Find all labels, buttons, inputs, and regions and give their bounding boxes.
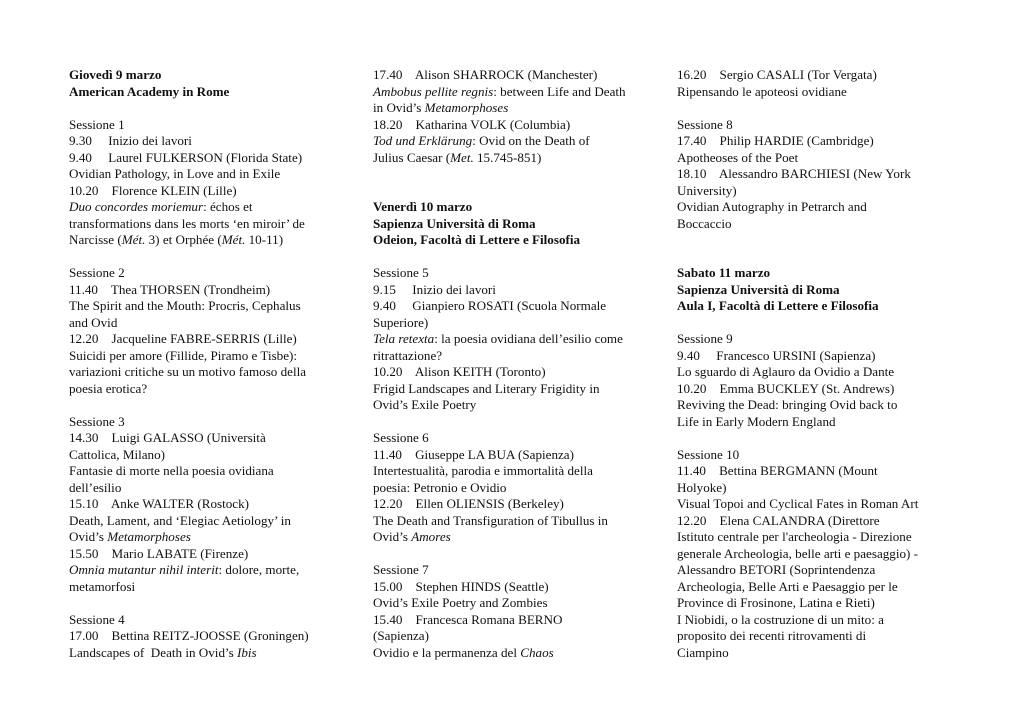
program-line bbox=[677, 282, 947, 299]
program-line bbox=[677, 628, 947, 645]
line-text: Boccaccio bbox=[677, 215, 732, 231]
line-text: Suicidi per amore (Fillide, Piramo e Tisbe): bbox=[69, 347, 298, 363]
line-text: : between Life and Death bbox=[493, 83, 626, 99]
program-line bbox=[677, 529, 947, 546]
program-line bbox=[69, 628, 334, 645]
line-text: Istituto centrale per l'archeologia - Direzione bbox=[677, 529, 912, 544]
program-column-3 bbox=[677, 67, 947, 661]
line-text: 10.20 Alison KEITH (Toronto) bbox=[373, 364, 546, 379]
program-line bbox=[69, 232, 334, 249]
program-line bbox=[373, 381, 638, 398]
program-line bbox=[373, 84, 638, 101]
line-text: Ovid’s bbox=[69, 529, 108, 544]
program-line bbox=[69, 447, 334, 464]
line-text: Sessione 1 bbox=[69, 116, 125, 132]
line-text: dell’esilio bbox=[69, 479, 122, 495]
program-line bbox=[677, 447, 947, 464]
line-text: Sessione 3 bbox=[69, 413, 125, 429]
line-text: 10.20 Emma BUCKLEY (St. Andrews) bbox=[677, 380, 895, 396]
line-text: Life in Early Modern England bbox=[677, 413, 836, 429]
line-text: and Ovid bbox=[69, 314, 118, 330]
program-line bbox=[69, 381, 334, 398]
line-text: 10.20 Florence KLEIN (Lille) bbox=[69, 182, 237, 198]
blank-line bbox=[373, 546, 638, 563]
blank-line bbox=[677, 100, 947, 117]
heading-text: Sapienza Università di Roma bbox=[373, 215, 536, 231]
line-text: 3) et Orphée ( bbox=[145, 232, 222, 247]
line-text: Narcisse ( bbox=[69, 232, 122, 247]
line-text: transformations dans les morts ‘en miroir’ de bbox=[69, 215, 305, 231]
italic-title-text: Ambobus pellite regnis bbox=[373, 83, 494, 99]
line-text: 9.40 Francesco URSINI (Sapienza) bbox=[677, 347, 876, 363]
blank-line bbox=[69, 397, 334, 414]
program-line bbox=[69, 199, 334, 216]
program-line bbox=[69, 430, 334, 447]
blank-line bbox=[69, 595, 334, 612]
line-text: 18.10 Alessandro BARCHIESI (New York bbox=[677, 166, 911, 181]
line-text: 15.745-851) bbox=[473, 149, 542, 165]
program-line bbox=[677, 463, 947, 480]
line-text: in Ovid’s bbox=[373, 100, 425, 115]
program-line bbox=[373, 298, 638, 315]
line-text: Sessione 10 bbox=[677, 446, 740, 462]
program-line bbox=[677, 364, 947, 381]
program-line bbox=[373, 463, 638, 480]
program-line bbox=[69, 265, 334, 282]
program-line bbox=[373, 331, 638, 348]
program-line bbox=[677, 117, 947, 134]
line-text: Sessione 9 bbox=[677, 331, 733, 346]
program-line bbox=[69, 463, 334, 480]
blank-line bbox=[373, 249, 638, 266]
line-text: 10-11) bbox=[245, 232, 284, 247]
program-line bbox=[677, 199, 947, 216]
line-text: Cattolica, Milano) bbox=[69, 446, 165, 462]
program-line bbox=[373, 513, 638, 530]
program-line bbox=[677, 265, 947, 282]
line-text: Sessione 5 bbox=[373, 265, 429, 280]
program-line bbox=[677, 381, 947, 398]
line-text: : dolore, morte, bbox=[218, 562, 300, 577]
program-line bbox=[373, 529, 638, 546]
heading-text: Aula I, Facoltà di Lettere e Filosofia bbox=[677, 298, 879, 313]
line-text: Ripensando le apoteosi ovidiane bbox=[677, 83, 847, 99]
program-line bbox=[677, 397, 947, 414]
program-line bbox=[69, 645, 334, 662]
line-text: Sessione 7 bbox=[373, 562, 429, 577]
program-line bbox=[677, 183, 947, 200]
line-text: 9.30 Inizio dei lavori bbox=[69, 133, 192, 148]
program-line bbox=[677, 612, 947, 629]
program-column-1 bbox=[69, 67, 334, 661]
program-line bbox=[373, 612, 638, 629]
program-line bbox=[373, 100, 638, 117]
program-line bbox=[373, 315, 638, 332]
line-text: Sessione 6 bbox=[373, 430, 429, 445]
italic-title-text: Duo concordes moriemur bbox=[69, 199, 204, 214]
line-text: poesia: Petronio e Ovidio bbox=[373, 479, 507, 495]
line-text: The Spirit and the Mouth: Procris, Cephalus bbox=[69, 298, 301, 313]
blank-line bbox=[677, 430, 947, 447]
line-text: Alessandro BETORI (Soprintendenza bbox=[677, 562, 876, 577]
program-line bbox=[69, 562, 334, 579]
blank-line bbox=[677, 315, 947, 332]
line-text: Ovidian Autography in Petrarch and bbox=[677, 199, 867, 214]
italic-title-text: Mét. bbox=[221, 232, 246, 247]
line-text: Frigid Landscapes and Literary Frigidity in bbox=[373, 380, 600, 396]
program-line bbox=[69, 133, 334, 150]
program-line bbox=[677, 645, 947, 662]
line-text: I Niobidi, o la costruzione di un mito: a bbox=[677, 611, 884, 627]
italic-title-text: Omnia mutantur nihil interit bbox=[69, 562, 219, 577]
program-line bbox=[373, 562, 638, 579]
program-line bbox=[677, 480, 947, 497]
line-text: Lo sguardo di Aglauro da Ovidio a Dante bbox=[677, 364, 895, 379]
program-line bbox=[373, 430, 638, 447]
blank-line bbox=[373, 183, 638, 200]
line-text: 16.20 Sergio CASALI (Tor Vergata) bbox=[677, 67, 877, 82]
program-line bbox=[373, 480, 638, 497]
program-line bbox=[677, 414, 947, 431]
italic-title-text: Tod und Erklärung bbox=[373, 133, 473, 148]
line-text: Ovidio e la permanenza del bbox=[373, 644, 521, 660]
program-line bbox=[69, 282, 334, 299]
line-text: 11.40 Bettina BERGMANN (Mount bbox=[677, 463, 878, 478]
program-column-2 bbox=[373, 67, 638, 661]
line-text: 15.10 Anke WALTER (Rostock) bbox=[69, 496, 250, 511]
program-line bbox=[677, 84, 947, 101]
program-line bbox=[677, 67, 947, 84]
program-line bbox=[373, 579, 638, 596]
program-line bbox=[677, 331, 947, 348]
program-line bbox=[677, 579, 947, 596]
program-line bbox=[69, 150, 334, 167]
italic-title-text: Metamorphoses bbox=[424, 100, 509, 115]
blank-line bbox=[69, 249, 334, 266]
line-text: Julius Caesar ( bbox=[373, 149, 451, 165]
line-text: Archeologia, Belle Arti e Paesaggio per le bbox=[677, 578, 898, 594]
line-text: : la poesia ovidiana dell’esilio come bbox=[434, 331, 623, 346]
italic-title-text: Amores bbox=[411, 529, 451, 544]
line-text: Superiore) bbox=[373, 314, 429, 330]
line-text: 15.40 Francesca Romana BERNO bbox=[373, 611, 563, 627]
line-text: variazioni critiche su un motivo famoso della bbox=[69, 364, 307, 379]
line-text: 12.20 Elena CALANDRA (Direttore bbox=[677, 512, 880, 528]
program-line bbox=[69, 183, 334, 200]
program-line bbox=[373, 67, 638, 84]
program-line bbox=[373, 282, 638, 299]
line-text: The Death and Transfiguration of Tibullus in bbox=[373, 512, 608, 528]
line-text: metamorfosi bbox=[69, 578, 136, 594]
line-text: 9.15 Inizio dei lavori bbox=[373, 281, 496, 297]
line-text: ritrattazione? bbox=[373, 347, 443, 363]
italic-title-text: Met. bbox=[450, 149, 474, 165]
line-text: 15.50 Mario LABATE (Firenze) bbox=[69, 545, 249, 561]
program-line bbox=[373, 199, 638, 216]
heading-text: Odeion, Facoltà di Lettere e Filosofia bbox=[373, 232, 581, 247]
program-line bbox=[69, 612, 334, 629]
line-text: 9.40 Gianpiero ROSATI (Scuola Normale bbox=[373, 298, 607, 313]
line-text: 17.40 Philip HARDIE (Cambridge) bbox=[677, 133, 874, 148]
program-line bbox=[677, 216, 947, 233]
italic-title-text: Tela retexta bbox=[373, 331, 435, 346]
program-line bbox=[677, 150, 947, 167]
line-text: Visual Topoi and Cyclical Fates in Roman Art bbox=[677, 496, 919, 511]
italic-title-text: Chaos bbox=[520, 644, 554, 660]
line-text: Death, Lament, and ‘Elegiac Aetiology’ in bbox=[69, 512, 291, 528]
line-text: Sessione 8 bbox=[677, 116, 733, 132]
program-line bbox=[69, 496, 334, 513]
line-text: 12.20 Jacqueline FABRE-SERRIS (Lille) bbox=[69, 331, 297, 346]
heading-text: Sabato 11 marzo bbox=[677, 265, 771, 280]
program-line bbox=[69, 298, 334, 315]
program-line bbox=[677, 562, 947, 579]
program-line bbox=[677, 546, 947, 563]
program-line bbox=[373, 117, 638, 134]
line-text: Ciampino bbox=[677, 644, 729, 660]
heading-text: Venerdì 10 marzo bbox=[373, 199, 473, 214]
line-text: 12.20 Ellen OLIENSIS (Berkeley) bbox=[373, 496, 564, 511]
program-line bbox=[69, 348, 334, 365]
line-text: (Sapienza) bbox=[373, 628, 429, 643]
line-text: Apotheoses of the Poet bbox=[677, 149, 799, 165]
program-line bbox=[373, 150, 638, 167]
program-line bbox=[373, 216, 638, 233]
program-line bbox=[69, 546, 334, 563]
program-line bbox=[69, 331, 334, 348]
blank-line bbox=[677, 232, 947, 249]
heading-text: Sapienza Università di Roma bbox=[677, 281, 840, 297]
program-line bbox=[69, 67, 334, 84]
line-text: Reviving the Dead: bringing Ovid back to bbox=[677, 397, 898, 412]
line-text: poesia erotica? bbox=[69, 380, 148, 396]
line-text: University) bbox=[677, 182, 737, 198]
heading-text: American Academy in Rome bbox=[69, 83, 230, 99]
program-line bbox=[677, 595, 947, 612]
program-line bbox=[69, 364, 334, 381]
program-line bbox=[677, 513, 947, 530]
program-line bbox=[677, 298, 947, 315]
program-line bbox=[373, 447, 638, 464]
line-text: : Ovid on the Death of bbox=[472, 133, 590, 148]
program-line bbox=[373, 133, 638, 150]
program-line bbox=[677, 496, 947, 513]
italic-title-text: Ibis bbox=[237, 644, 257, 660]
program-line bbox=[69, 315, 334, 332]
program-line bbox=[373, 265, 638, 282]
line-text: Ovid’s Exile Poetry and Zombies bbox=[373, 595, 548, 610]
program-line bbox=[677, 166, 947, 183]
line-text: 17.40 Alison SHARROCK (Manchester) bbox=[373, 67, 598, 82]
heading-text: Giovedì 9 marzo bbox=[69, 67, 162, 82]
program-line bbox=[373, 628, 638, 645]
program-line bbox=[373, 232, 638, 249]
line-text: Holyoke) bbox=[677, 479, 727, 495]
line-text: proposito dei recenti ritrovamenti di bbox=[677, 628, 867, 643]
program-line bbox=[69, 84, 334, 101]
program-line bbox=[69, 529, 334, 546]
line-text: Intertestualità, parodia e immortalità della bbox=[373, 463, 593, 478]
line-text: generale Archeologia, belle arti e paesaggio) - bbox=[677, 545, 919, 561]
blank-line bbox=[373, 166, 638, 183]
line-text: Sessione 2 bbox=[69, 265, 125, 280]
program-line bbox=[373, 645, 638, 662]
program-line bbox=[69, 579, 334, 596]
line-text: Landscapes of Death in Ovid’s bbox=[69, 644, 237, 660]
line-text: Ovidian Pathology, in Love and in Exile bbox=[69, 166, 281, 181]
italic-title-text: Mét. bbox=[121, 232, 146, 247]
line-text: : échos et bbox=[203, 199, 253, 214]
program-line bbox=[69, 166, 334, 183]
blank-line bbox=[69, 100, 334, 117]
line-text: 15.00 Stephen HINDS (Seattle) bbox=[373, 578, 549, 594]
line-text: 9.40 Laurel FULKERSON (Florida State) bbox=[69, 149, 303, 165]
program-line bbox=[677, 348, 947, 365]
line-text: Ovid’s Exile Poetry bbox=[373, 397, 477, 412]
blank-line bbox=[373, 414, 638, 431]
blank-line bbox=[677, 249, 947, 266]
line-text: Fantasie di morte nella poesia ovidiana bbox=[69, 463, 274, 478]
program-line bbox=[69, 117, 334, 134]
program-line bbox=[69, 513, 334, 530]
line-text: 14.30 Luigi GALASSO (Università bbox=[69, 430, 266, 445]
line-text: Province di Frosinone, Latina e Rieti) bbox=[677, 595, 875, 610]
program-line bbox=[373, 595, 638, 612]
program-line bbox=[677, 133, 947, 150]
italic-title-text: Metamorphoses bbox=[107, 529, 191, 544]
program-line bbox=[373, 397, 638, 414]
line-text: 17.00 Bettina REITZ-JOOSSE (Groningen) bbox=[69, 628, 309, 643]
program-line bbox=[69, 414, 334, 431]
program-line bbox=[373, 348, 638, 365]
program-line bbox=[373, 364, 638, 381]
line-text: 11.40 Giuseppe LA BUA (Sapienza) bbox=[373, 446, 574, 462]
line-text: 11.40 Thea THORSEN (Trondheim) bbox=[69, 281, 271, 297]
line-text: 18.20 Katharina VOLK (Columbia) bbox=[373, 116, 571, 132]
program-line bbox=[69, 216, 334, 233]
program-line bbox=[373, 496, 638, 513]
line-text: Ovid’s bbox=[373, 529, 412, 544]
program-line bbox=[69, 480, 334, 497]
line-text: Sessione 4 bbox=[69, 611, 125, 627]
